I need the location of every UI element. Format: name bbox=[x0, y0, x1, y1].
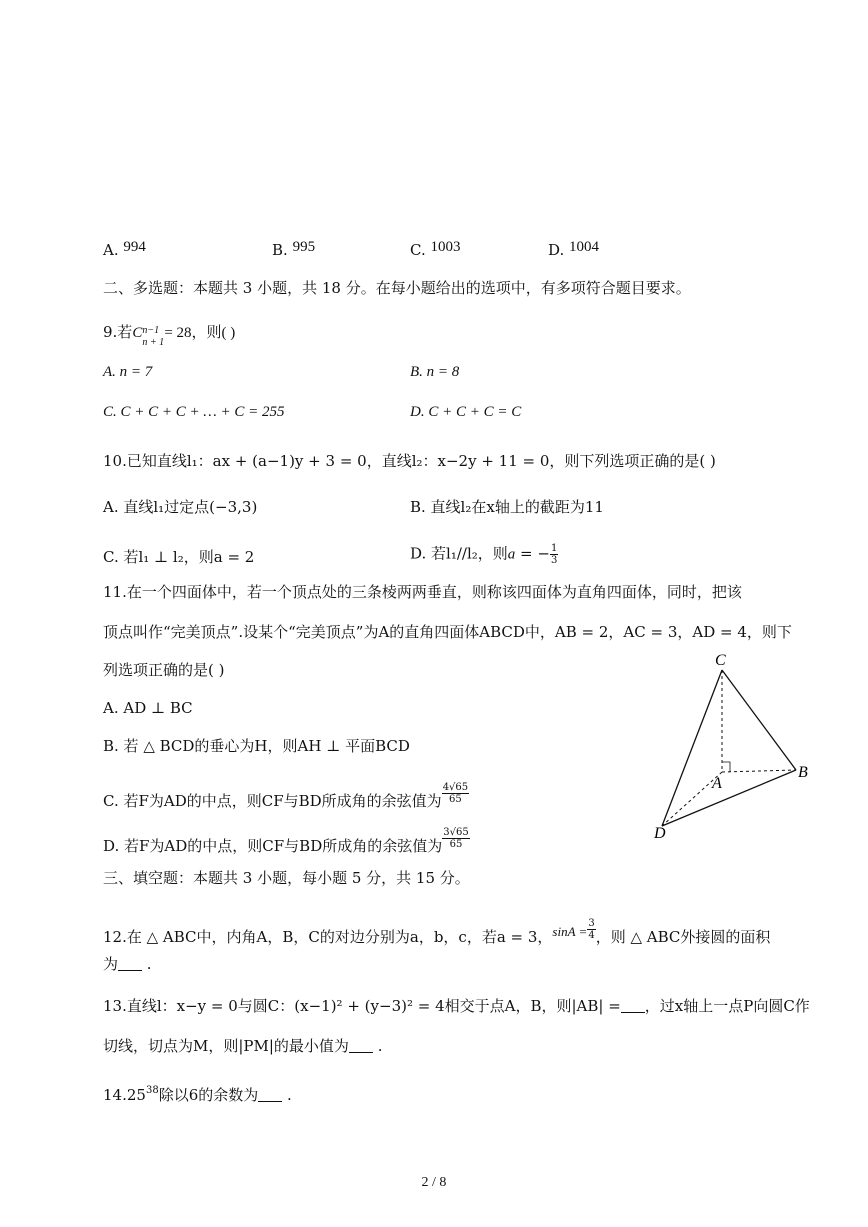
q11-option-a: A. AD ⊥ BC bbox=[103, 699, 193, 717]
q8-option-b: B. 995 bbox=[272, 239, 316, 259]
q12-answer-blank[interactable] bbox=[118, 956, 142, 971]
q13-line1: 13.直线l：x−y = 0与圆C：(x−1)² + (y−3)² = 4相交于点A，B，则|AB| = ，过x轴上一点P向圆C作 bbox=[103, 997, 810, 1015]
q9-option-a: A. n = 7 bbox=[103, 364, 153, 380]
q8-option-c: C. 1003 bbox=[410, 239, 461, 259]
q10-option-c: C. 若l₁ ⊥ l₂，则a = 2 bbox=[103, 548, 255, 566]
q8-option-d: D. 1004 bbox=[548, 239, 600, 259]
q10-option-a: A. 直线l₁过定点(−3,3) bbox=[103, 498, 258, 516]
label-b: B bbox=[798, 764, 808, 781]
q10-stem: 10.已知直线l₁：ax + (a−1)y + 3 = 0，直线l₂：x−2y + 11 = 0，则下列选项正确的是( ) bbox=[103, 452, 716, 470]
q13-line2: 切线，切点为M，则|PM|的最小值为 . bbox=[103, 1037, 383, 1055]
q14-line: 14.25$^{38}$除以6的余数为 . bbox=[103, 1085, 292, 1104]
label-a: A bbox=[712, 775, 722, 792]
q9-option-d: D. C + C + C = C bbox=[410, 404, 522, 420]
edge-cd bbox=[662, 670, 722, 826]
edge-ab bbox=[722, 770, 796, 772]
label-c: C bbox=[715, 652, 726, 669]
page-number: 2 / 8 bbox=[421, 1175, 447, 1190]
edge-cb bbox=[722, 670, 796, 770]
q8-option-a: A. 994 bbox=[103, 239, 146, 259]
section3-heading: 三、填空题：本题共 3 小题，每小题 5 分，共 15 分。 bbox=[103, 869, 470, 887]
q9-stem: 9.若C n−1 n + 1 = 28，则( ) bbox=[103, 323, 236, 348]
q11-option-c: C. 若F为AD的中点，则CF与BD所成角的余弦值为 $\frac{4√65}{65}$ bbox=[103, 782, 469, 810]
q11-stem-line2: 顶点叫作“完美顶点”.设某个“完美顶点”为A的直角四面体ABCD中，AB = 2，AC = 3，AD = 4，则下 bbox=[103, 623, 792, 641]
q11-stem-line1: 11.在一个四面体中，若一个顶点处的三条棱两两垂直，则称该四面体为直角四面体，同时，把该 bbox=[103, 583, 742, 601]
q13-answer-blank-1[interactable] bbox=[621, 998, 645, 1013]
q13-answer-blank-2[interactable] bbox=[349, 1038, 373, 1053]
q12-line2: 为 . bbox=[103, 955, 152, 973]
q10-option-b: B. 直线l₂在x轴上的截距为11 bbox=[410, 498, 604, 516]
q14-answer-blank[interactable] bbox=[258, 1087, 282, 1102]
q10-option-d: D. 若l₁//l₂，则a = − $\frac{1}{3}$ bbox=[410, 543, 558, 566]
q11-stem-line3: 列选项正确的是( ) bbox=[103, 661, 225, 679]
q9-option-c: C. C + C + C + … + C = 255 bbox=[103, 404, 285, 420]
right-angle-mark bbox=[722, 762, 730, 772]
q11-option-d: D. 若F为AD的中点，则CF与BD所成角的余弦值为 $\frac{3√65}{65}$ bbox=[103, 827, 469, 855]
section2-heading: 二、多选题：本题共 3 小题，共 18 分。在每小题给出的选项中，有多项符合题目要求。 bbox=[103, 279, 691, 297]
q12-line1: 12.在 △ ABC中，内角A，B，C的对边分别为a，b，c，若a = 3，sinA = $\frac{3}{4}$ ，则 △ ABC外接圆的面积 bbox=[103, 918, 771, 946]
q11-option-b: B. 若 △ BCD的垂心为H，则AH ⊥ 平面BCD bbox=[103, 737, 410, 755]
label-d: D bbox=[654, 825, 666, 842]
q9-option-b: B. n = 8 bbox=[410, 364, 460, 380]
tetrahedron-figure bbox=[648, 648, 818, 848]
edge-db bbox=[662, 770, 796, 826]
